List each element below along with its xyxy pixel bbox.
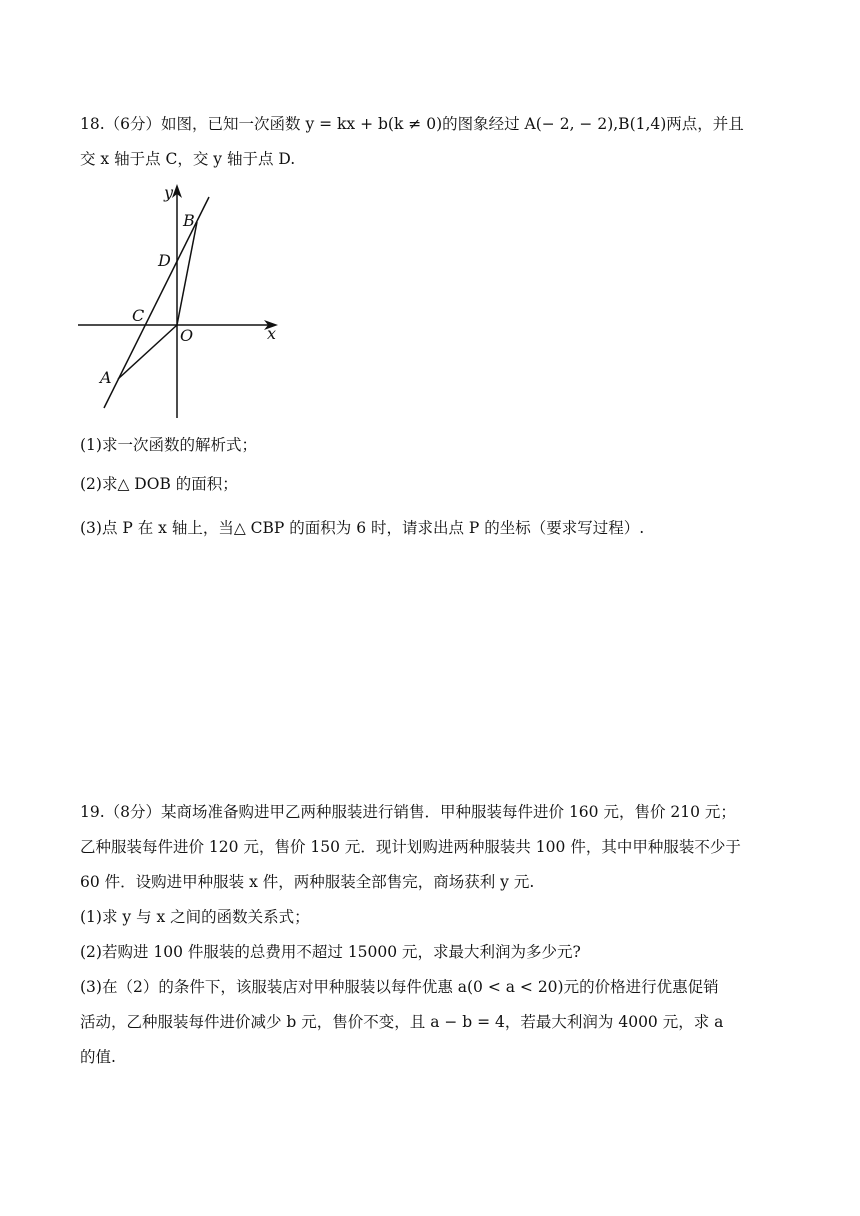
segment-oa — [118, 325, 177, 379]
q18-subquestion-1: (1)求一次函数的解析式； — [80, 436, 257, 454]
segment-ob — [177, 222, 197, 325]
q19-subquestion-3-line-3: 的值. — [80, 1048, 116, 1066]
q18-subquestion-2: (2)求△ DOB 的面积； — [80, 475, 238, 493]
q19-subquestion-3-line-1: (3)在（2）的条件下，该服装店对甲种服装以每件优惠 a(0 < a < 20)元的价格进行优惠促销 — [80, 978, 719, 996]
label-x: x — [267, 324, 277, 343]
label-d: D — [158, 251, 171, 270]
q19-subquestion-3-line-2: 活动，乙种服装每件进价减少 b 元，售价不变，且 a − b = 4，若最大利润为 4000 元，求 a — [80, 1013, 724, 1031]
label-c: C — [132, 306, 145, 325]
q18-stem-line-1: 18.（6分）如图，已知一次函数 y = kx + b(k ≠ 0)的图象经过 A(− 2, − 2),B(1,4)两点，并且 — [80, 115, 744, 133]
q18-subquestion-3: (3)点 P 在 x 轴上，当△ CBP 的面积为 6 时，请求出点 P 的坐标（要求写过程）. — [80, 519, 645, 537]
label-o: O — [180, 326, 194, 345]
q19-stem-line-3: 60 件．设购进甲种服装 x 件，两种服装全部售完，商场获利 y 元. — [80, 873, 535, 891]
q19-stem-line-2: 乙种服装每件进价 120 元，售价 150 元．现计划购进两种服装共 100 件，其中甲种服装不少于 — [80, 838, 741, 856]
q19-subquestion-1: (1)求 y 与 x 之间的函数关系式； — [80, 908, 310, 926]
label-y: y — [164, 183, 174, 202]
q19-subquestion-2: (2)若购进 100 件服装的总费用不超过 15000 元，求最大利润为多少元? — [80, 943, 581, 961]
q19-stem-line-1: 19.（8分）某商场准备购进甲乙两种服装进行销售．甲种服装每件进价 160 元，售价 210 元； — [80, 803, 736, 821]
coordinate-figure — [74, 182, 284, 422]
label-a: A — [100, 368, 112, 387]
q18-figure — [74, 182, 284, 422]
label-b: B — [183, 211, 195, 230]
q18-stem-line-2: 交 x 轴于点 C，交 y 轴于点 D. — [80, 150, 296, 168]
